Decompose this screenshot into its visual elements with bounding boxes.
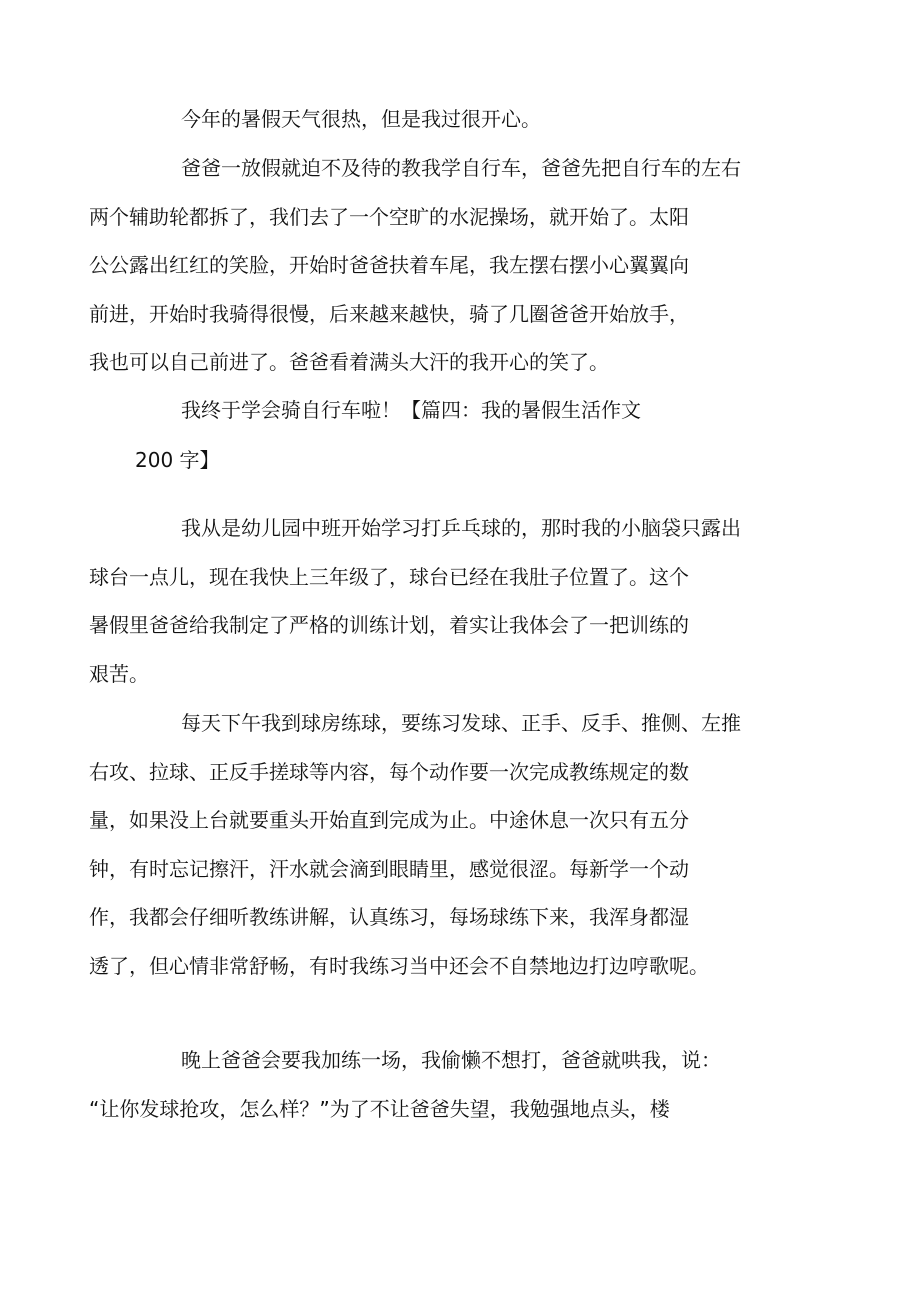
- paragraph-training-routine: [89, 699, 795, 990]
- text-line: 公公露出红红的笑脸，开始时爸爸扶着车尾，我左摆右摆小心翼翼向: [89, 253, 689, 277]
- text-line: 200 字】: [135, 448, 220, 472]
- text-line: 暑假里爸爸给我制定了严格的训练计划，着实让我体会了一把训练的: [89, 613, 689, 637]
- paragraph-bike-success-heading: [135, 386, 795, 435]
- text-line: 今年的暑假天气很热，但是我过很开心。: [181, 107, 541, 131]
- text-line: 球台一点儿，现在我快上三年级了，球台已经在我肚子位置了。这个: [89, 564, 689, 589]
- text-line: 我从是幼儿园中班开始学习打乒乓球的，那时我的小脑袋只露出: [181, 516, 741, 540]
- paragraph-ping-pong-start: [89, 504, 795, 698]
- text-line: 我也可以自己前进了。爸爸看着满头大汗的我开心的笑了。: [89, 350, 609, 374]
- text-line: 每天下午我到球房练球，要练习发球、正手、反手、推侧、左推: [181, 711, 741, 735]
- paragraph-summer-intro: [135, 95, 795, 144]
- paragraph-bike-learning: [89, 144, 795, 387]
- text-line: 爸爸一放假就迫不及待的教我学自行车，爸爸先把自行车的左右: [181, 156, 741, 180]
- text-line: 钟，有时忘记擦汗，汗水就会滴到眼睛里，感觉很涩。每新学一个动: [89, 856, 689, 881]
- text-line: 两个辅助轮都拆了，我们去了一个空旷的水泥操场，就开始了。太阳: [89, 204, 689, 229]
- text-line: 前进，开始时我骑得很慢，后来越来越快，骑了几圈爸爸开始放手，: [89, 301, 689, 326]
- paragraph-heading-continued: [135, 436, 795, 485]
- text-line: “让你发球抢攻，怎么样？”为了不让爸爸失望，我勉强地点头，楼: [89, 1096, 670, 1121]
- paragraph-evening-practice: [89, 1036, 795, 1133]
- text-line: 艰苦。: [89, 661, 149, 686]
- text-line: 量，如果没上台就要重头开始直到完成为止。中途休息一次只有五分: [89, 808, 689, 832]
- text-line: 我终于学会骑自行车啦！【篇四：我的暑假生活作文: [181, 398, 641, 422]
- text-line: 晚上爸爸会要我加练一场，我偷懒不想打，爸爸就哄我，说：: [181, 1048, 721, 1072]
- text-line: 作，我都会仔细听教练讲解，认真练习，每场球练下来，我浑身都湿: [89, 905, 689, 929]
- text-line: 透了，但心情非常舒畅，有时我练习当中还会不自禁地边打边哼歌呢。: [89, 953, 709, 978]
- text-line: 右攻、拉球、正反手搓球等内容，每个动作要一次完成教练规定的数: [89, 759, 689, 784]
